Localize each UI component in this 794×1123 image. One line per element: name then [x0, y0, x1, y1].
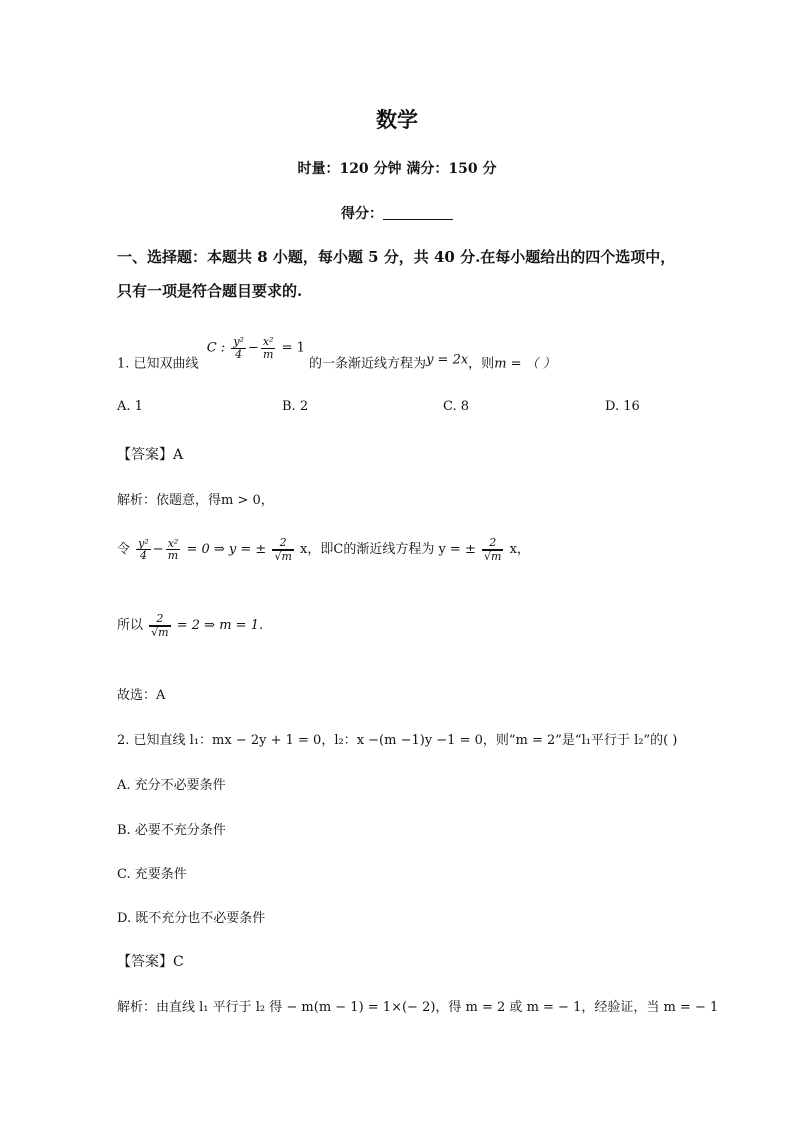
exam-info: 时量：120 分钟 满分：150 分 [297, 161, 497, 177]
page-title: 数学 [376, 107, 418, 132]
q2-solution-1: 解析：由直线 l₁ 平行于 l₂ 得 − m(m − 1) = 1×(− 2)，得 m = 2 或 m = − 1，经验证，当 m = − 1 [117, 1000, 719, 1015]
question-1-stem [117, 336, 556, 372]
q1-answer: 【答案】A [117, 447, 184, 463]
q1-stem-a: 已知双曲线 [133, 356, 199, 372]
q1-equation [207, 336, 305, 360]
q1-eq-minus: − [247, 340, 259, 356]
q1-conclusion: 故选：A [117, 688, 166, 703]
q2-option-c: C. 充要条件 [117, 867, 187, 882]
question-2-stem: 2. 已知直线 l₁：mx − 2y + 1 = 0，l₂：x −(m −1)y −1 = 0，则“m = 2”是“l₁平行于 l₂”的( ) [117, 733, 678, 748]
section-heading-line2: 只有一项是符合题目要求的. [117, 282, 303, 300]
q1-eq-prefix: C : [206, 340, 226, 356]
q1-solution-2: 令 $\frac{\text{y²}}{4}$ − $\frac{\text{x²}}{m}$ = 0 ⇒ y = ± $\frac{2}{√m}$ x，即C的渐近线方程为 y = ± $\frac{2}{√m}$ x， [117, 536, 530, 563]
q1-option-c: C. 8 [443, 399, 470, 414]
q1-frac-y: $\frac{\text{y²}}{4}$ [233, 335, 244, 361]
q2-option-a: A. 充分不必要条件 [117, 778, 226, 793]
score-label: 得分： [341, 206, 383, 222]
q2-option-b: B. 必要不充分条件 [117, 823, 226, 838]
q1-option-b: B. 2 [282, 399, 309, 414]
q2-answer: 【答案】C [117, 954, 184, 970]
score-line [0, 203, 794, 223]
q1-stem-m: m = （ ） [494, 356, 556, 372]
q1-solution-3: 所以 $\frac{2}{√m}$ = 2 ⇒ m = 1. [117, 612, 264, 639]
section-heading-line1: 一、选择题：本题共 8 小题，每小题 5 分，共 40 分.在每小题给出的四个选项中， [117, 248, 676, 266]
q1-asymptote: y = 2x [426, 352, 469, 368]
q2-option-d: D. 既不充分也不必要条件 [117, 911, 266, 926]
q1-solution-1: 解析：依题意，得m > 0， [117, 493, 274, 508]
q1-option-a: A. 1 [117, 399, 143, 414]
score-blank [383, 205, 453, 220]
q1-number: 1. [117, 356, 130, 372]
q1-frac-x: $\frac{\text{x²}}{m}$ [262, 335, 274, 361]
q1-stem-c: ，则 [468, 356, 495, 372]
q1-stem-b: 的一条渐近线方程为 [309, 356, 427, 372]
q1-eq-rhs: = 1 [281, 340, 305, 356]
q1-option-d: D. 16 [605, 399, 640, 414]
